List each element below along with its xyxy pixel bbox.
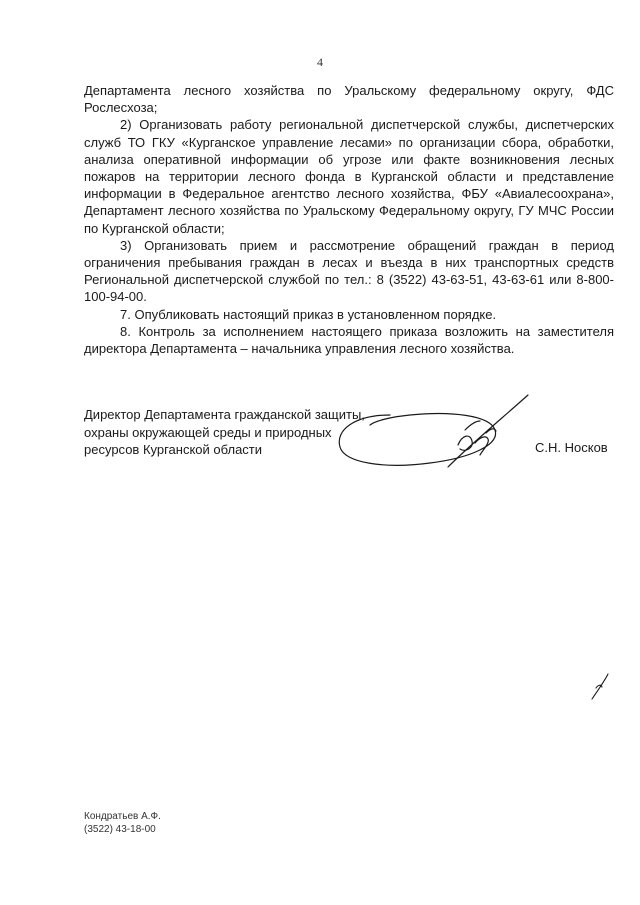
paragraph-item-3: 3) Организовать прием и рассмотрение обращений граждан в период ограничения пребывания граждан в лесах и въезда в них транспортных средств Региональной диспетчерской службой по тел.: 8 (3522) 43-63-51, 43-63-61 или 8-800-100-94-00. (84, 237, 614, 305)
executor-info (84, 811, 161, 836)
executor-name: Кондратьев А.Ф. (84, 811, 161, 822)
paragraph-item-2: 2) Организовать работу региональной диспетчерской службы, диспетчерских служб ТО ГКУ «Курганское управление лесами» по организации сбора, обработки, анализа оперативной информации об угрозе или факте возникновения лесных пожаров на территории лесного фонда в Курганской области и представление информации в Федеральное агентство лесного хозяйства, ФБУ «Авиалесоохрана», Департамент лесного хозяйства по Уральскому Федеральному округу, ГУ МЧС России по Курганской области; (84, 117, 614, 236)
signatory-title-line: ресурсов Курганской области (84, 442, 263, 457)
paragraph-item-8: 8. Контроль за исполнением настоящего приказа возложить на заместителя директора Департамента – начальника управления лесного хозяйства. (84, 323, 614, 357)
signatory-title-line: Директор Департамента гражданской защиты, (84, 407, 365, 422)
signatory-title-line: охраны окружающей среды и природных (84, 424, 332, 440)
document-body (84, 82, 614, 357)
margin-pen-mark (588, 672, 612, 702)
page-number: 4 (317, 55, 323, 69)
paragraph-item-7: 7. Опубликовать настоящий приказ в установленном порядке. (120, 306, 497, 322)
signatory-name: С.Н. Носков (535, 440, 608, 455)
executor-phone: (3522) 43-18-00 (84, 823, 156, 835)
handwritten-signature (330, 385, 540, 475)
signatory-title (84, 406, 365, 459)
paragraph-continuation: Департамента лесного хозяйства по Уральскому федеральному округу, ФДС Рослесхоза; (84, 83, 614, 116)
